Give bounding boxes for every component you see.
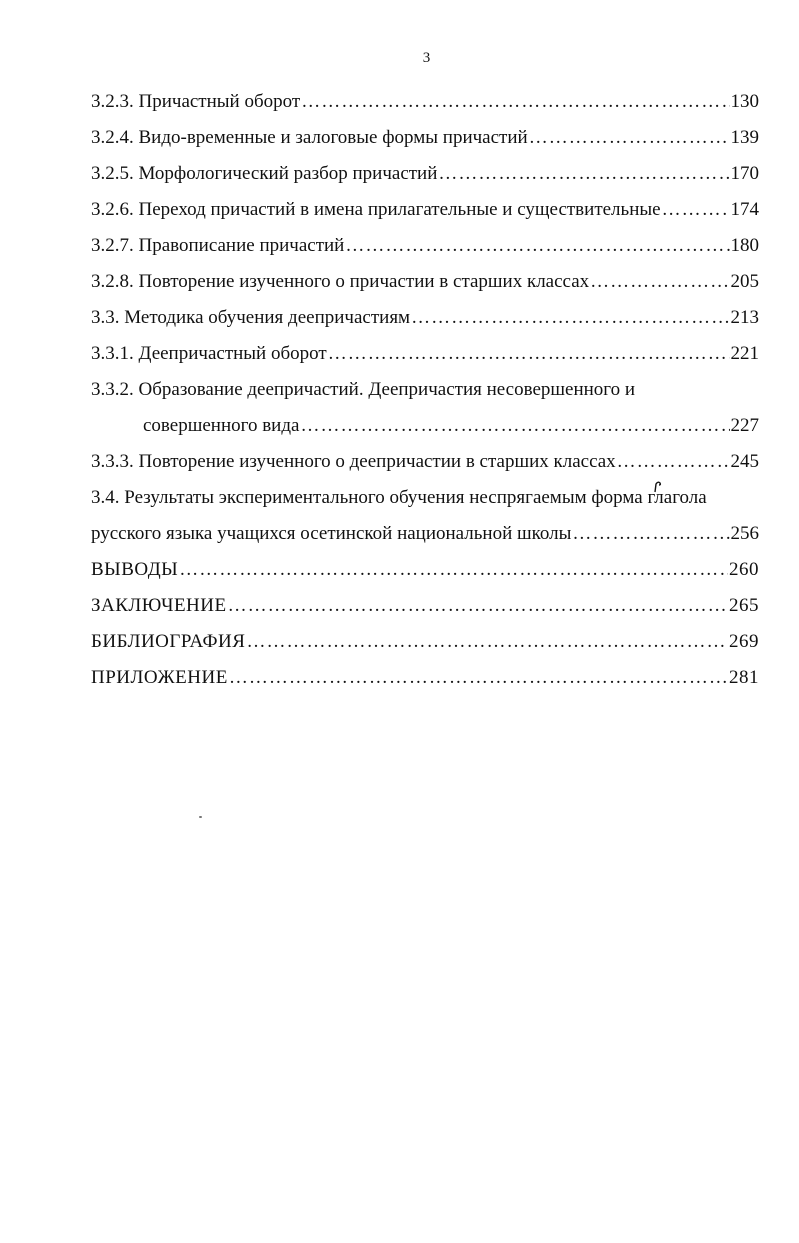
toc-entry	[91, 264, 759, 300]
toc-entry	[91, 336, 759, 372]
toc-entry	[91, 120, 759, 156]
toc-entry	[91, 84, 759, 120]
toc-entry-title: 3.2.4. Видо-временные и залоговые формы причастий	[91, 127, 528, 148]
toc-entry-page: 180	[730, 235, 759, 256]
toc-leader-dots	[328, 336, 730, 372]
toc-entry	[91, 660, 759, 696]
toc-entry-page: 260	[729, 559, 759, 580]
toc-entry-page: 139	[730, 127, 759, 148]
toc-entry	[91, 624, 759, 660]
toc-entry	[91, 444, 759, 480]
toc-leader-dots	[246, 624, 728, 660]
toc-leader-dots	[617, 444, 730, 480]
toc-entry-title: 3.3.1. Деепричастный оборот	[91, 343, 327, 364]
toc-entry-page: 245	[730, 451, 759, 472]
toc-leader-dots	[300, 408, 729, 444]
toc-entry-title-line1: 3.4. Результаты экспериментального обучения неспрягаемым форма глагола	[91, 487, 707, 508]
toc-entry-page: 130	[730, 91, 759, 112]
handwritten-correction-mark	[653, 481, 663, 493]
toc-entry-title-line2: русского языка учащихся осетинской национальной школы	[91, 523, 572, 544]
toc-entry-page: 256	[730, 523, 759, 544]
toc-entry-page: 221	[730, 343, 759, 364]
toc-entry-page: 227	[730, 415, 759, 436]
toc-entry-page: 269	[729, 631, 759, 652]
toc-entry	[91, 588, 759, 624]
toc-entry-title-line2: совершенного вида	[143, 415, 300, 436]
toc-entry-page: 281	[729, 667, 759, 688]
toc-leader-dots	[345, 228, 729, 264]
toc-leader-dots	[179, 552, 728, 588]
toc-entry-title: ЗАКЛЮЧЕНИЕ	[91, 595, 227, 616]
toc-entry-title: ВЫВОДЫ	[91, 559, 179, 580]
toc-entry-title: 3.2.3. Причастный оборот	[91, 91, 301, 112]
toc-entry-title: 3.3. Методика обучения деепричастиям	[91, 307, 411, 328]
toc-entry	[91, 300, 759, 336]
toc-entry-title: 3.2.8. Повторение изученного о причастии в старших классах	[91, 271, 590, 292]
toc-leader-dots	[572, 516, 729, 552]
toc-leader-dots	[228, 588, 728, 624]
toc-leader-dots	[229, 660, 728, 696]
toc-leader-dots	[411, 300, 729, 336]
table-of-contents	[91, 84, 759, 696]
page-number: 3	[422, 50, 431, 66]
toc-entry-page: 170	[730, 163, 759, 184]
toc-entry-page: 205	[730, 271, 759, 292]
toc-entry-title: 3.2.5. Морфологический разбор причастий	[91, 163, 438, 184]
toc-leader-dots	[529, 120, 730, 156]
toc-entry-title: ПРИЛОЖЕНИЕ	[91, 667, 228, 688]
toc-entry	[91, 408, 759, 444]
toc-entry-page: 265	[729, 595, 759, 616]
scan-speck	[199, 816, 202, 818]
toc-entry	[91, 516, 759, 552]
toc-entry	[91, 552, 759, 588]
toc-entry-page: 174	[730, 199, 759, 220]
toc-entry-title-line1: 3.3.2. Образование деепричастий. Деепричастия несовершенного и	[91, 379, 636, 400]
toc-entry	[91, 192, 759, 228]
toc-entry-title: 3.2.6. Переход причастий в имена прилагательные и существительные	[91, 199, 661, 220]
toc-entry-title: 3.2.7. Правописание причастий	[91, 235, 345, 256]
toc-entry	[91, 156, 759, 192]
toc-leader-dots	[662, 192, 730, 228]
toc-leader-dots	[438, 156, 729, 192]
toc-leader-dots	[590, 264, 729, 300]
toc-entry	[91, 228, 759, 264]
toc-entry-title: БИБЛИОГРАФИЯ	[91, 631, 246, 652]
toc-leader-dots	[301, 84, 729, 120]
toc-entry-page: 213	[730, 307, 759, 328]
toc-entry-title: 3.3.3. Повторение изученного о деепричастии в старших классах	[91, 451, 616, 472]
